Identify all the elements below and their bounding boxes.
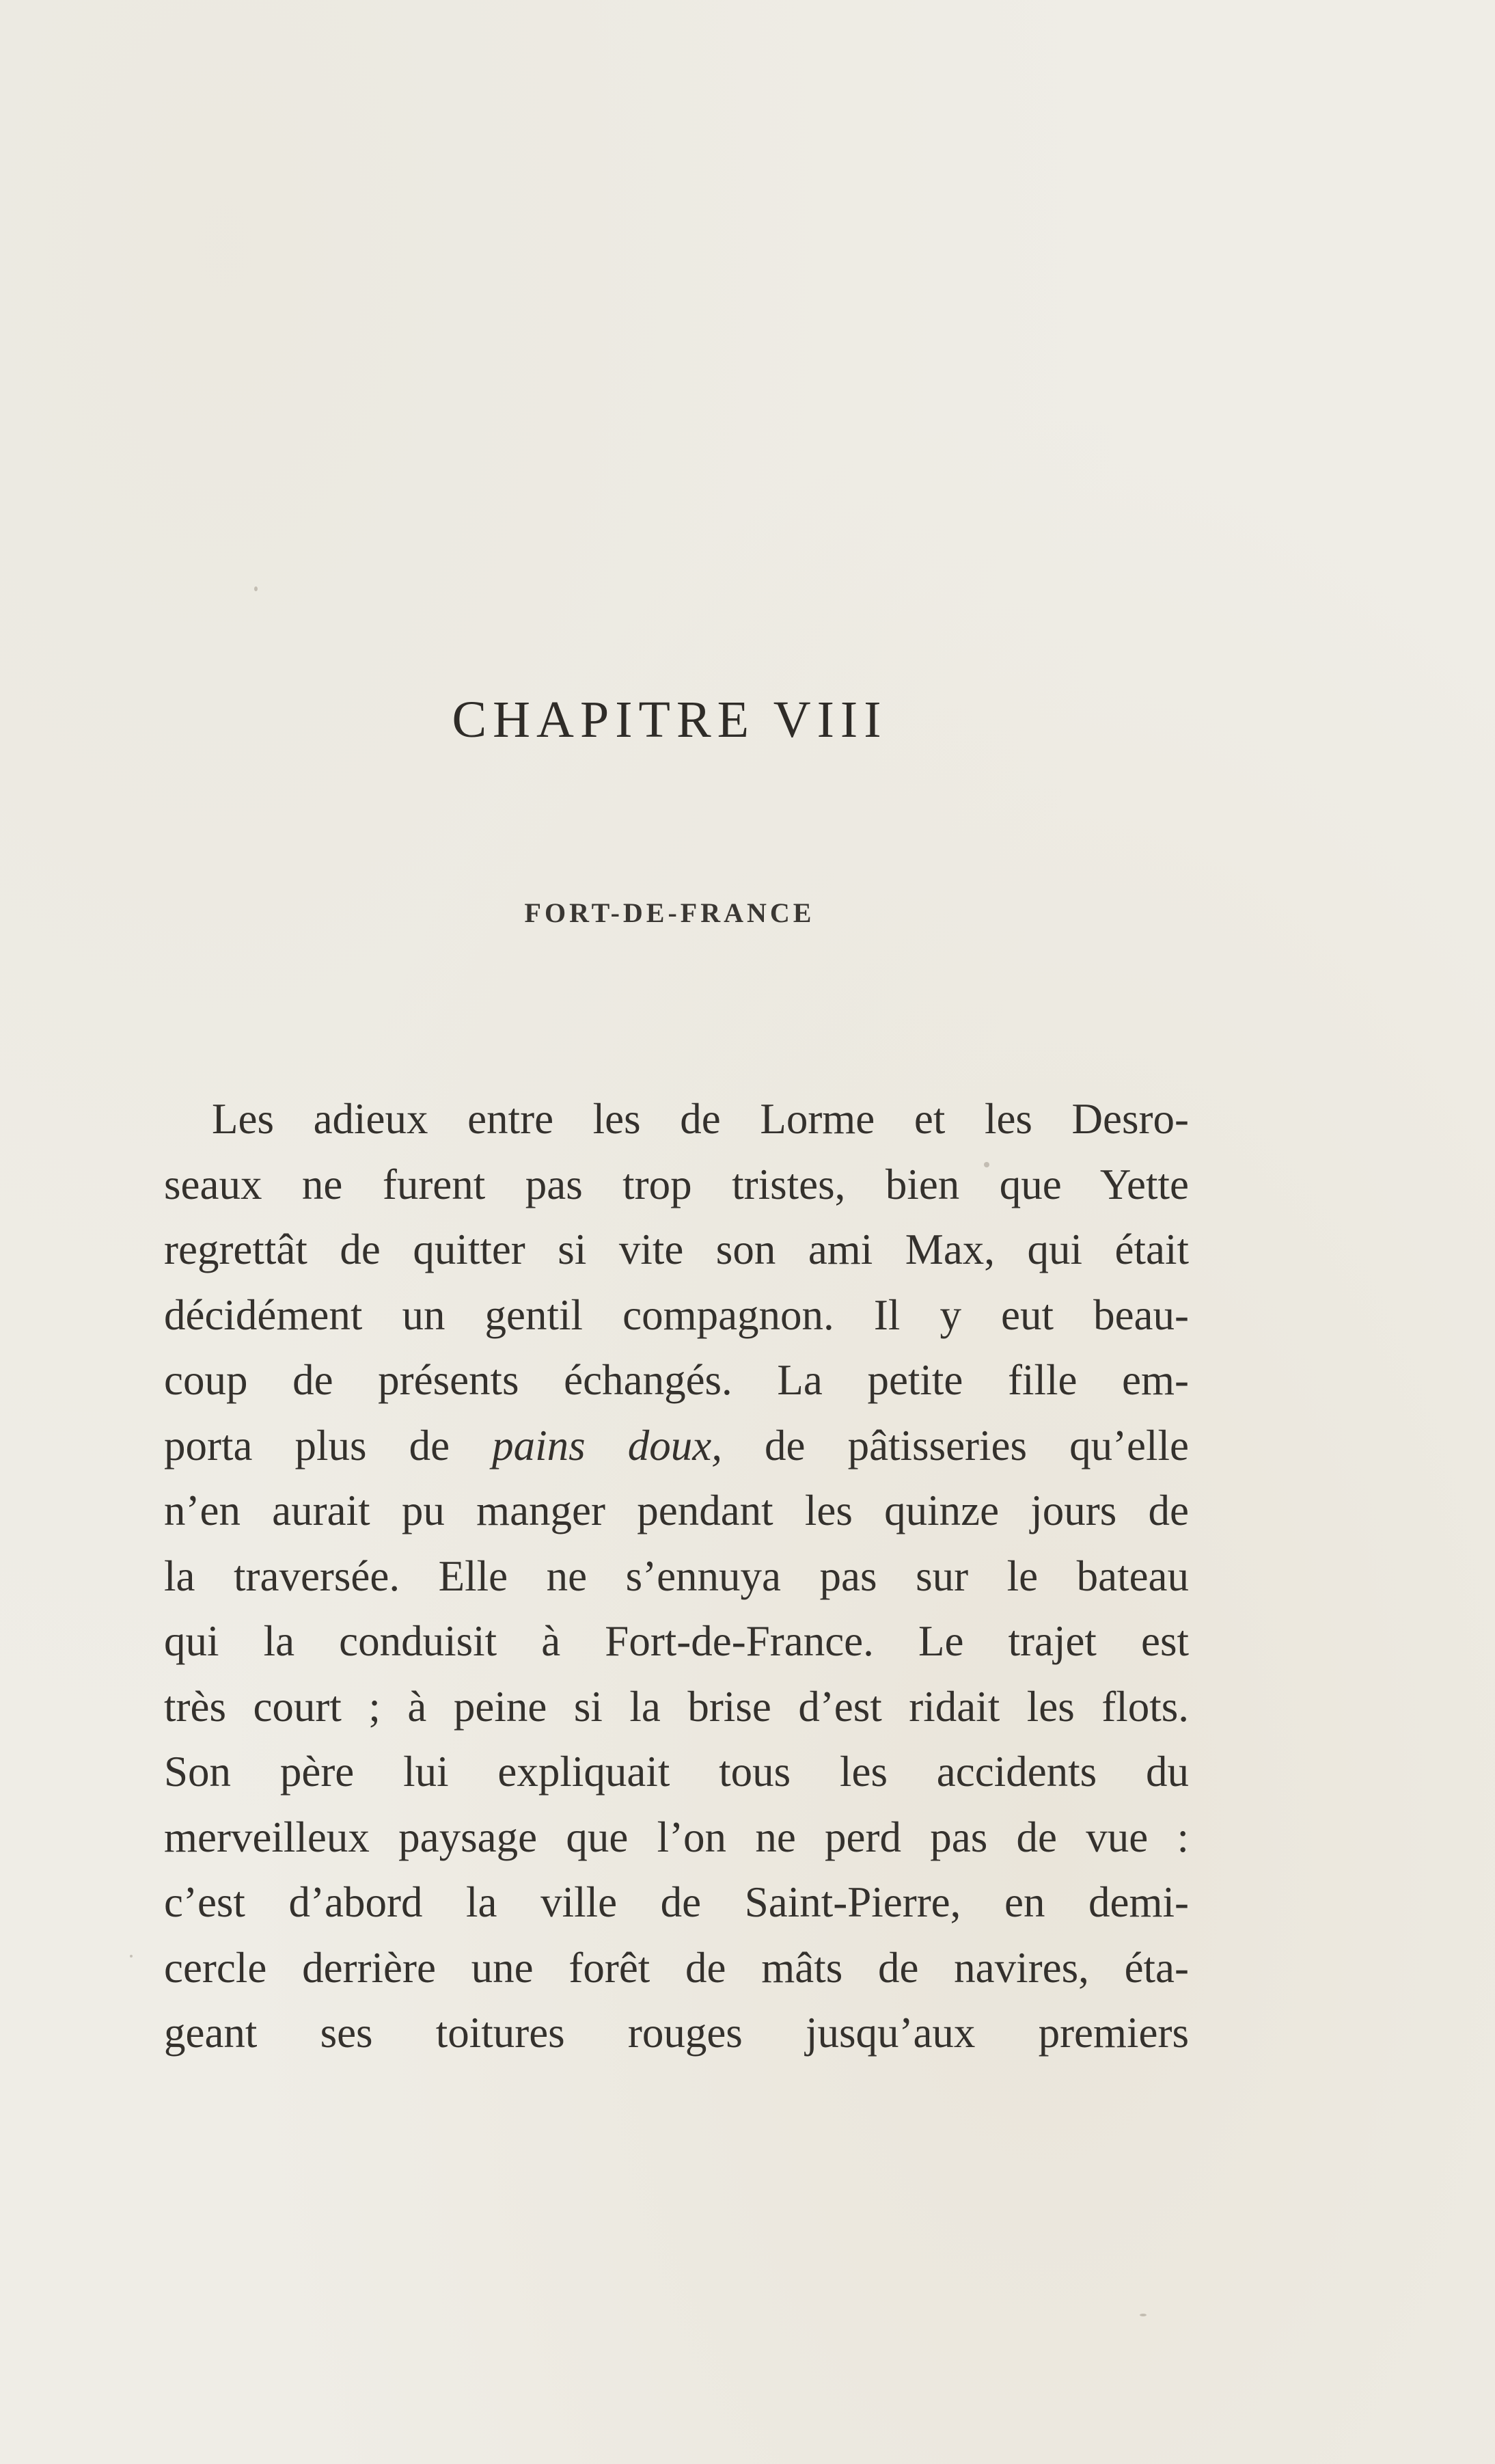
text-span: c’est d’abord la ville de Saint-Pierre, en demi- <box>164 1878 1189 1926</box>
paper-speck <box>1140 2314 1147 2316</box>
text-span: seaux ne furent pas trop tristes, bien que Yette <box>164 1160 1189 1208</box>
text-line <box>164 1217 1189 1283</box>
text-span: porta plus de <box>164 1421 493 1470</box>
text-line <box>164 1413 1189 1479</box>
text-line <box>164 1936 1189 2001</box>
text-span: décidément un gentil compagnon. Il y eut beau- <box>164 1290 1189 1339</box>
text-line <box>164 1805 1189 1871</box>
text-line <box>164 2001 1189 2066</box>
text-span: Son père lui expliquait tous les accidents du <box>164 1748 1189 1796</box>
text-line <box>164 1283 1189 1349</box>
chapter-subtitle: FORT-DE-FRANCE <box>524 897 815 928</box>
text-span: la traversée. Elle ne s’ennuya pas sur le bateau <box>164 1552 1189 1600</box>
text-span: très court ; à peine si la brise d’est ridait les flots. <box>164 1682 1189 1731</box>
paper-speck <box>254 586 258 591</box>
paper-speck <box>130 1955 133 1958</box>
text-span: de pâtisseries qu’elle <box>722 1421 1189 1470</box>
text-span: Les adieux entre les de Lorme et les Desro- <box>212 1095 1189 1143</box>
text-line <box>164 1152 1189 1218</box>
chapter-title: CHAPITRE VIII <box>452 691 888 748</box>
text-line <box>164 1348 1189 1413</box>
text-line <box>164 1544 1189 1610</box>
text-line <box>164 1609 1189 1675</box>
text-span: cercle derrière une forêt de mâts de navires, éta- <box>164 1943 1189 1992</box>
text-span: geant ses toitures rouges jusqu’aux premiers <box>164 2009 1189 2057</box>
text-line <box>164 1478 1189 1544</box>
text-line <box>164 1087 1189 1152</box>
body-text <box>164 1087 1189 2066</box>
text-line <box>164 1675 1189 1740</box>
text-span: regrettât de quitter si vite son ami Max, qui était <box>164 1226 1189 1273</box>
text-span: n’en aurait pu manger pendant les quinze jours de <box>164 1487 1189 1534</box>
text-span: merveilleux paysage que l’on ne perd pas de vue : <box>164 1813 1189 1861</box>
text-line <box>164 1870 1189 1936</box>
paper-speck <box>984 1162 989 1167</box>
text-span: coup de présents échangés. La petite fille em- <box>164 1356 1189 1404</box>
text-line <box>164 1739 1189 1805</box>
italic-text: pains doux, <box>492 1421 722 1470</box>
text-span: qui la conduisit à Fort-de-France. Le trajet est <box>164 1617 1189 1665</box>
